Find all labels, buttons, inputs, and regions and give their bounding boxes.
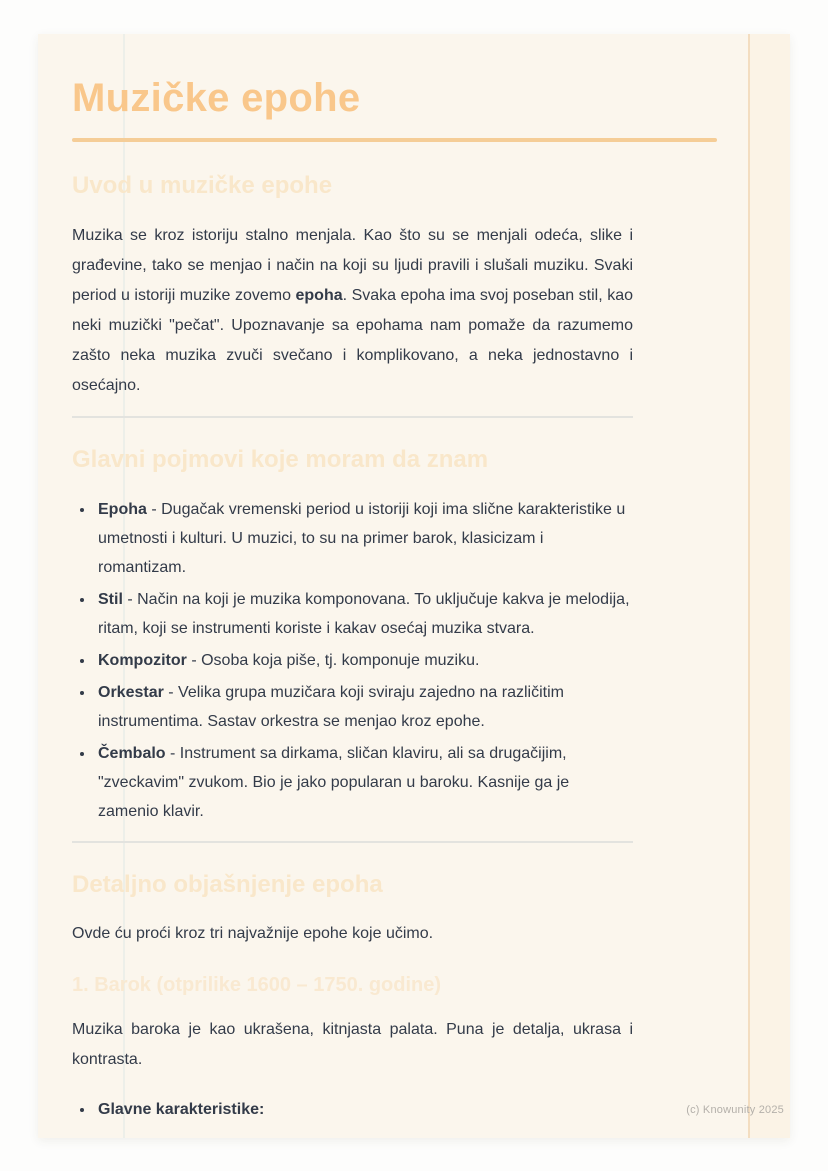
section-heading-uvod: Uvod u muzičke epohe xyxy=(72,172,333,199)
barok-paragraph: Muzika baroka je kao ukrašena, kitnjasta palata. Puna je detalja, ukrasa i kontrasta. xyxy=(72,1021,633,1069)
title-underline-rule xyxy=(72,138,717,142)
section-divider xyxy=(72,416,633,418)
document-content xyxy=(72,34,633,1124)
barok-list xyxy=(72,1095,633,1124)
list-item: • Čembalo - Instrument sa dirkama, sličan klaviru, ali sa drugačijim, "zveckavim" zvukom. Bio je jako popularan u baroku. Kasnije ga je zamenio klavir. xyxy=(95,739,633,826)
right-margin-line xyxy=(748,34,750,1138)
list-item: • Kompozitor - Osoba koja piše, tj. komponuje muziku. xyxy=(95,646,633,675)
section-heading-detaljno: Detaljno objašnjenje epoha xyxy=(72,870,383,898)
section-divider xyxy=(72,841,633,843)
list-item: • Glavne karakteristike: xyxy=(95,1095,633,1124)
intro-paragraph: Muzika se kroz istoriju stalno menjala. Kao što su se menjali odeća, slike i građevine, tako se menjao i način na koji su ljudi pravili i slušali muziku. Svaki period u istoriji muzike zovemo epoha. Svaka epoha ima svoj poseban stil, kao neki muzički "pečat". Upoznavanje sa epohama nam pomaže da razumemo zašto neka muzika zvuči svečano i komplikovano, a neka jednostavno i osećajno. xyxy=(72,226,633,394)
section-heading-pojmovi: Glavni pojmovi koje moram da znam xyxy=(72,445,489,473)
document-page xyxy=(38,34,790,1138)
right-margin-strip xyxy=(750,34,790,1138)
epochs-intro-paragraph: Ovde ću proći kroz tri najvažnije epohe koje učimo. xyxy=(72,925,434,943)
subsection-heading-barok: 1. Barok (otprilike 1600 – 1750. godine) xyxy=(72,974,442,997)
list-item: • Epoha - Dugačak vremenski period u istoriji koji ima slične karakteristike u umetnosti i kulturi. U muzici, to su na primer barok, klasicizam i romantizam. xyxy=(95,495,633,582)
page-title: Muzičke epohe xyxy=(72,76,361,120)
list-item: • Stil - Način na koji je muzika komponovana. To uključuje kakva je melodija, ritam, koji se instrumenti koriste i kakav osećaj muzika stvara. xyxy=(95,585,633,643)
copyright-footer: (c) Knowunity 2025 xyxy=(686,1104,784,1116)
list-item: • Orkestar - Velika grupa muzičara koji sviraju zajedno na različitim instrumentima. Sastav orkestra se menjao kroz epohe. xyxy=(95,678,633,736)
terms-list xyxy=(72,495,633,826)
